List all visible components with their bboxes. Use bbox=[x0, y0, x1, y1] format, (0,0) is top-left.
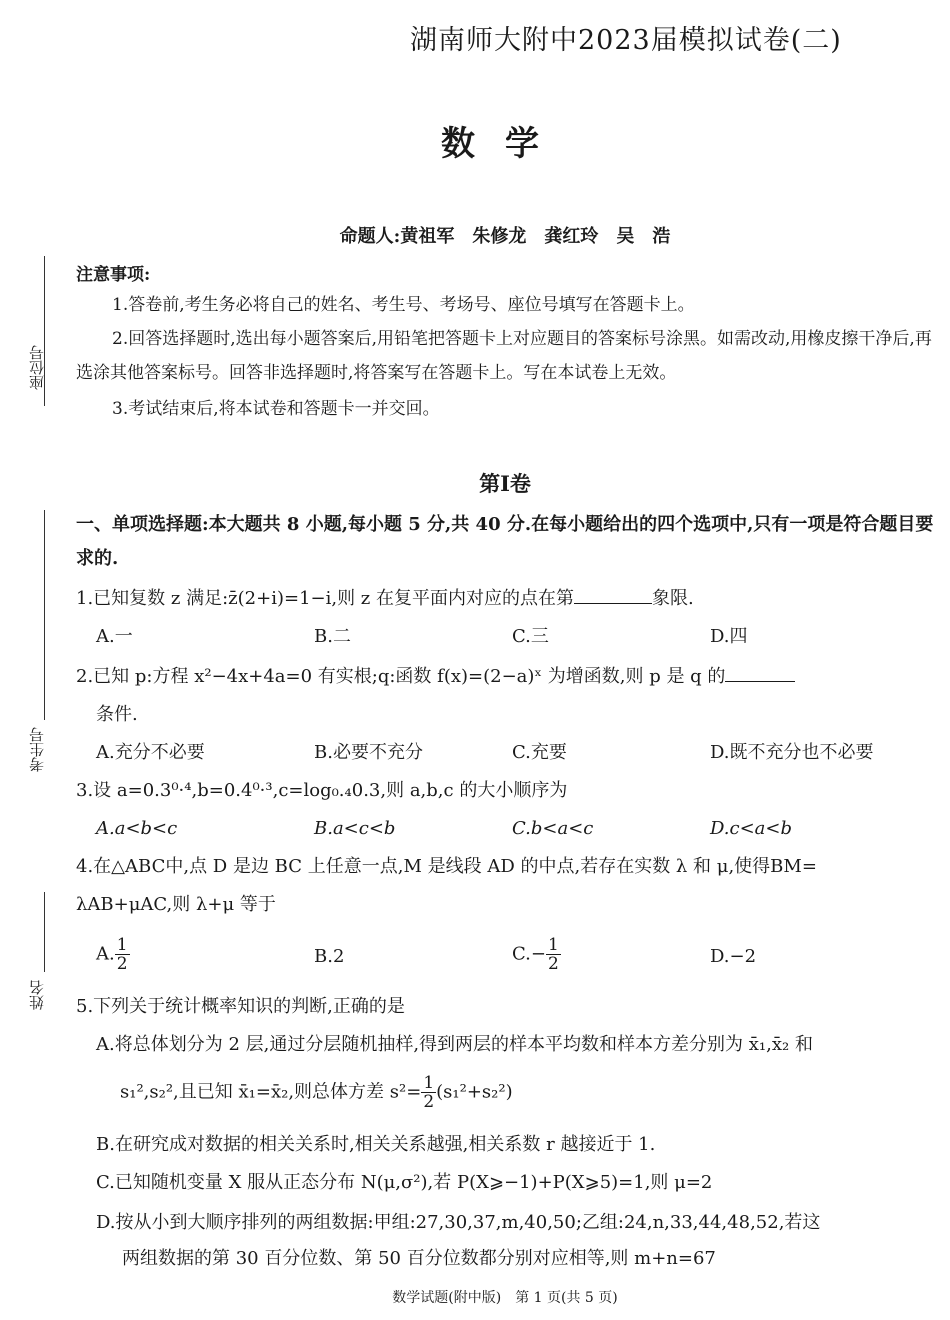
notice-item-2: 2.回答选择题时,选出每小题答案后,用铅笔把答题卡上对应题目的答案标号涂黑。如需改动,用橡皮擦干净后,再选涂其他答案标号。回答非选择题时,将答案写在答题卡上。写在本试卷上无效。 bbox=[76, 329, 932, 383]
q1-blank bbox=[574, 585, 652, 604]
notice-item-1: 1.答卷前,考生务必将自己的姓名、考生号、考场号、座位号填写在答题卡上。 bbox=[112, 295, 695, 315]
question-3: 3.设 a=0.3⁰·⁴,b=0.4⁰·³,c=log₀.₄0.3,则 a,b,c 的大小顺序为 bbox=[76, 780, 568, 801]
q1-tail: 象限. bbox=[652, 588, 694, 609]
q5-option-d-line1: D.按从小到大顺序排列的两组数据:甲组:27,30,37,m,40,50;乙组:24,n,33,44,48,52,若这 bbox=[96, 1212, 821, 1233]
q4-option-a-label: A. bbox=[96, 943, 115, 965]
subject-title: 数学 bbox=[441, 124, 569, 164]
frac-denominator: 2 bbox=[116, 954, 128, 974]
frac-numerator: 1 bbox=[547, 935, 559, 955]
q5-option-b: B.在研究成对数据的相关关系时,相关关系越强,相关系数 r 越接近于 1. bbox=[96, 1134, 656, 1155]
q1-option-c: C.三 bbox=[512, 626, 549, 647]
q2-tail: 条件. bbox=[96, 704, 138, 725]
question-2 bbox=[76, 660, 936, 694]
q4-option-a bbox=[96, 936, 130, 973]
q5-option-a-part1: s₁²,s₂²,且已知 x̄₁=x̄₂,则总体方差 s²= bbox=[120, 1081, 422, 1103]
q4-option-c-label: C.− bbox=[512, 943, 546, 965]
q4-option-c-fraction bbox=[546, 936, 561, 973]
q3-option-a: A.a<b<c bbox=[96, 818, 178, 839]
frac-numerator: 1 bbox=[116, 935, 128, 955]
question-4-line2: λAB+μAC,则 λ+μ 等于 bbox=[76, 894, 276, 915]
name-label: 姓名 bbox=[28, 980, 46, 1010]
q4-option-c bbox=[512, 936, 561, 973]
frac-denominator: 2 bbox=[547, 954, 559, 974]
question-5: 5.下列关于统计概率知识的判断,正确的是 bbox=[76, 996, 405, 1017]
exam-no-line bbox=[44, 510, 45, 720]
q5-option-a-fraction bbox=[421, 1074, 436, 1111]
notice-title: 注意事项: bbox=[76, 265, 151, 285]
q5-option-a-part2: (s₁²+s₂²) bbox=[436, 1081, 513, 1103]
q4-option-d: D.−2 bbox=[710, 946, 757, 967]
q2-option-b: B.必要不充分 bbox=[314, 742, 423, 763]
q3-option-d: D.c<a<b bbox=[710, 818, 793, 839]
question-1 bbox=[76, 582, 936, 616]
notice-item-3: 3.考试结束后,将本试卷和答题卡一并交回。 bbox=[112, 399, 440, 419]
q2-blank bbox=[725, 663, 795, 682]
q2-option-c: C.充要 bbox=[512, 742, 567, 763]
q2-stem: 2.已知 p:方程 x²−4x+4a=0 有实根;q:函数 f(x)=(2−a)ˣ 为增函数,则 p 是 q 的 bbox=[76, 666, 726, 687]
q2-option-a: A.充分不必要 bbox=[96, 742, 205, 763]
question-4: 4.在△ABC中,点 D 是边 BC 上任意一点,M 是线段 AD 的中点,若存在实数 λ 和 μ,使得BM= bbox=[76, 856, 817, 877]
q5-option-d-line2: 两组数据的第 30 百分位数、第 50 百分位数都分别对应相等,则 m+n=67 bbox=[122, 1248, 716, 1269]
q2-option-d: D.既不充分也不必要 bbox=[710, 742, 874, 763]
q4-option-a-fraction bbox=[115, 936, 130, 973]
volume-title: 第Ⅰ卷 bbox=[479, 471, 531, 496]
q5-option-a-line2 bbox=[120, 1074, 936, 1111]
q5-option-c: C.已知随机变量 X 服从正态分布 N(μ,σ²),若 P(X⩾−1)+P(X⩾5)=1,则 μ=2 bbox=[96, 1172, 713, 1193]
frac-denominator: 2 bbox=[423, 1092, 435, 1112]
page-footer: 数学试题(附中版) 第 1 页(共 5 页) bbox=[392, 1290, 618, 1306]
q3-option-c: C.b<a<c bbox=[512, 818, 594, 839]
seat-label: 座位号 bbox=[28, 345, 46, 390]
frac-numerator: 1 bbox=[423, 1073, 435, 1093]
q1-stem: 1.已知复数 z 满足:z̄(2+i)=1−i,则 z 在复平面内对应的点在第 bbox=[76, 588, 575, 609]
q3-option-b: B.a<c<b bbox=[314, 818, 396, 839]
q1-option-b: B.二 bbox=[314, 626, 351, 647]
exam-no-label: 考生号 bbox=[28, 727, 46, 772]
q1-option-a: A.一 bbox=[96, 626, 133, 647]
section-heading: 一、单项选择题:本大题共 8 小题,每小题 5 分,共 40 分.在每小题给出的四个选项中,只有一项是符合题目要求的. bbox=[76, 514, 934, 569]
q4-option-b: B.2 bbox=[314, 946, 345, 967]
school-title: 湖南师大附中2023届模拟试卷(二) bbox=[410, 25, 842, 56]
name-line bbox=[44, 892, 45, 972]
authors-line: 命题人:黄祖军 朱修龙 龚红玲 吴 浩 bbox=[339, 226, 671, 247]
q1-option-d: D.四 bbox=[710, 626, 748, 647]
q5-option-a-line1: A.将总体划分为 2 层,通过分层随机抽样,得到两层的样本平均数和样本方差分别为 x̄₁,x̄₂ 和 bbox=[96, 1034, 813, 1055]
